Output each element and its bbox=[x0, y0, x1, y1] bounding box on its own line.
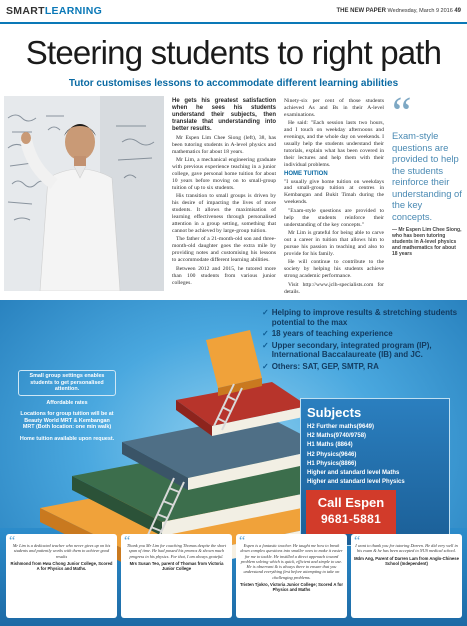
testimonial-quote: Espen is a fantastic teacher. He taught me how to break down complex questions into smaller ones to make it easier for me to tackle. He instilled a direct approach toward problem solving which is quick, efficient and simple to use. He is observant & is always there to ensure that you understand everything first before attempting to take on challenging problems. bbox=[240, 543, 343, 580]
tuition-features bbox=[18, 370, 116, 447]
section-prefix: SMART bbox=[6, 5, 45, 17]
paragraph: Between 2012 and 2015, he tutored more than 100 students from various junior colleges. bbox=[172, 265, 276, 286]
selling-point bbox=[262, 329, 462, 339]
paragraph: Mr Lim, a mechanical engineering graduate with previous experience teaching in a junior college, gave personal home tuition for about 10 years before moving on to small-group tuition of up to six students. bbox=[172, 157, 276, 191]
paragraph: His transition to small groups is driven by his desire of impacting the lives of more students. It allows the maximisation of learning effectiveness through personalised attention in a group setting, something that cannot be achieved by large-group tuition. bbox=[172, 193, 276, 234]
paper-name: THE NEW PAPER bbox=[336, 8, 387, 14]
paragraph: Ninety-six per cent of those students achieved As and Bs in their A-level examinations. bbox=[284, 98, 384, 118]
rates-feature: Affordable rates bbox=[46, 399, 88, 406]
paragraph: The father of a 21-month-old son and three-month-old daughter goes the extra mile by providing notes and customising his lessons to accommodate different learning abilities. bbox=[172, 236, 276, 264]
testimonial-quote: Mr Lim is a dedicated teacher who never gives up on his students and patiently works with them to achieve good results bbox=[12, 543, 111, 559]
section-suffix: LEARNING bbox=[44, 5, 103, 17]
selling-point-text: 18 years of teaching experience bbox=[271, 329, 393, 338]
quote-mark-icon: “ bbox=[392, 88, 412, 137]
checkmark-icon: ✓ bbox=[262, 308, 269, 317]
call-box bbox=[306, 490, 396, 534]
paragraph: Mr Lim is grateful for being able to carve out a career in tuition that allows him to pursue his passion in teaching and also to provide for his family. bbox=[284, 230, 384, 257]
phone-number: 9681-5881 bbox=[320, 512, 382, 526]
pullquote-attribution: — Mr Espen Lim Chee Siong, who has been tutoring students in A-level physics and mathematics for about 18 years bbox=[392, 227, 462, 257]
issue-date: Wednesday, March 9 2016 bbox=[387, 8, 453, 14]
call-label: Call Espen bbox=[317, 495, 385, 510]
page-number: 49 bbox=[454, 8, 461, 14]
checkmark-icon: ✓ bbox=[262, 340, 269, 350]
section-name bbox=[6, 5, 102, 17]
checkmark-icon: ✓ bbox=[262, 361, 269, 371]
selling-point bbox=[262, 341, 462, 360]
paragraph: Visit http://www.jclh-specialists.com for details. bbox=[284, 281, 384, 295]
testimonial-card bbox=[121, 534, 232, 618]
paragraph: "Exam-style questions are provided to help the students reinforce their understanding of the key concepts." bbox=[284, 207, 384, 228]
article-subheadline: Tutor customises lessons to accommodate different learning abilities bbox=[68, 78, 399, 89]
subjects-title: Subjects bbox=[307, 405, 362, 420]
testimonial-author: Mdm Ang, Parent of Darren Lam from Anglo-Chinese School (Independent) bbox=[354, 555, 459, 566]
article-headline: Steering students to right path bbox=[25, 34, 442, 71]
pullquote bbox=[392, 88, 462, 257]
tuition-advertisement bbox=[0, 300, 467, 626]
quote-mark-icon: “ bbox=[239, 534, 246, 549]
subject-item: H1 Physics(8866) bbox=[307, 460, 357, 467]
masthead bbox=[0, 0, 467, 24]
subject-item: H2 Maths(9740/9758) bbox=[307, 433, 367, 440]
testimonials bbox=[6, 534, 462, 618]
testimonial-card bbox=[6, 534, 117, 618]
selling-points bbox=[262, 308, 462, 373]
article-column-1 bbox=[172, 98, 276, 288]
section-subtitle: HOME TUITION bbox=[284, 170, 328, 177]
selling-point bbox=[262, 308, 462, 327]
article-lead: He gets his greatest satisfaction when he sees his students understand their subjects, then translate that understanding into better results. bbox=[172, 98, 276, 132]
subject-item: Higher and standard level Maths bbox=[307, 470, 400, 477]
testimonial-card bbox=[236, 534, 347, 618]
testimonial-quote: I want to thank you for tutoring Darren. He did very well in his exam & he has been accepted to NUS medical school. bbox=[355, 543, 458, 554]
testimonial-card bbox=[351, 534, 462, 618]
paper-info bbox=[336, 8, 461, 14]
selling-point-text: Helping to improve results & stretching students potential to the max bbox=[271, 308, 458, 327]
selling-point-text: Upper secondary, integrated program (IP), International Baccalaureate (IB) and JC. bbox=[271, 340, 432, 359]
subject-item: H1 Maths (8864) bbox=[307, 442, 353, 449]
subject-item: H2 Physics(9646) bbox=[307, 451, 357, 458]
testimonial-quote: Thank you Mr Lim for coaching Thomas despite the short span of time. He had passed his promos & shown much progress in his physics. For that, I am always grateful. bbox=[126, 543, 227, 559]
paragraph: He said: "Each session lasts two hours, and I touch on weekday afternoons and evenings, and the whole day on weekends. I usually help the students understand their tutorials, explain what has been covered in their lectures and help them with their individual problems. bbox=[284, 120, 384, 168]
quote-mark-icon: “ bbox=[9, 534, 16, 549]
testimonial-author: Tristen Tjokro, Victoria Junior College; Scored A for Physics and Maths bbox=[240, 582, 343, 593]
article-column-2 bbox=[284, 98, 384, 297]
selling-point-text: Others: SAT, GEP, SMTP, RA bbox=[271, 361, 379, 371]
paragraph: He will continue to contribute to the society by helping his students achieve strong academic performance. bbox=[284, 259, 384, 280]
selling-point bbox=[262, 362, 462, 372]
quote-mark-icon: “ bbox=[354, 534, 361, 549]
testimonial-author: Mrs Susan Teo, parent of Thomas from Victoria Junior College bbox=[129, 560, 224, 571]
locations-feature: Locations for group tuition will be at Beauty World MRT & Kembangan MRT (Both location: one min walk) bbox=[20, 411, 114, 430]
testimonial-author: Rishmond from Hwa Chong Junior College, Scored A for Physics and Maths. bbox=[10, 560, 113, 571]
subject-item: Higher and standard level Physics bbox=[307, 479, 405, 486]
pullquote-text: Exam-style questions are provided to help the students reinforce their understanding of the key concepts. bbox=[392, 130, 462, 222]
paragraph: Mr Espen Lim Chee Siong (left), 38, has been tutoring students in A-level physics and mathematics for about 18 years. bbox=[172, 135, 276, 155]
home-tuition-feature: Home tuition available upon request. bbox=[19, 435, 115, 442]
quote-mark-icon: “ bbox=[124, 534, 131, 549]
subject-item: H2 Further maths(9649) bbox=[307, 424, 375, 430]
small-group-feature: Small group settings enables students to get personalised attention. bbox=[18, 370, 116, 396]
tutor-photo bbox=[4, 96, 164, 291]
paragraph: "I usually give home tuition on weekdays and small-group tuition at centres in Kembangan and Bukit Timah during the weekends. bbox=[284, 178, 384, 206]
checkmark-icon: ✓ bbox=[262, 329, 269, 338]
